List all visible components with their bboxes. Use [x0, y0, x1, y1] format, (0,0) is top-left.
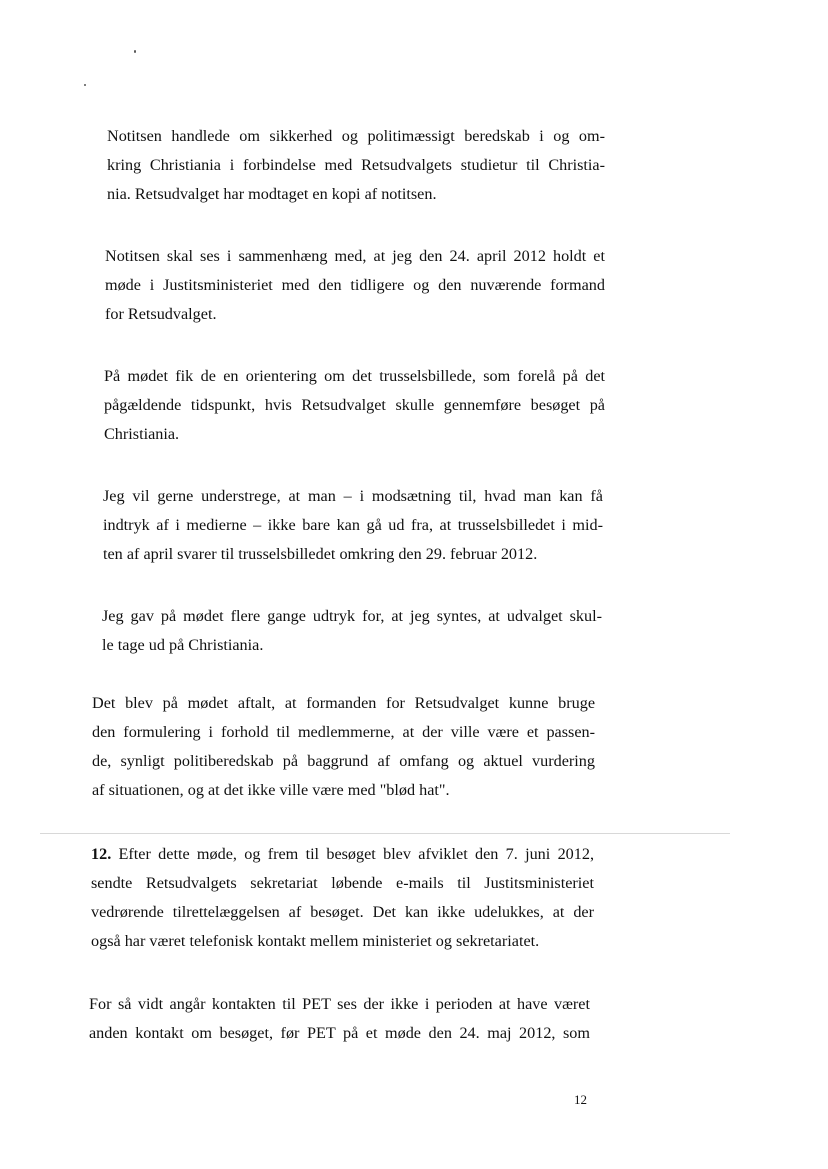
- text-line: ten af april svarer til trusselsbilledet omkring den 29. februar 2012.: [103, 545, 538, 563]
- text-line: [91, 840, 594, 869]
- scan-speck: [84, 84, 86, 86]
- text-line: Christiania.: [104, 425, 180, 443]
- paragraph: [103, 482, 603, 569]
- text-line: pågældende tidspunkt, hvis Retsudvalget skulle gennemføre besøget på: [104, 396, 605, 414]
- text-line: indtryk af i medierne – ikke bare kan gå ud fra, at trusselsbilledet i mid-: [103, 516, 603, 534]
- scan-speck: [134, 50, 136, 53]
- text-line: sendte Retsudvalgets sekretariat løbende e-mails til Justitsministeriet: [91, 874, 594, 892]
- text-line: Det blev på mødet aftalt, at formanden for Retsudvalget kunne bruge: [92, 694, 595, 712]
- text-line: Notitsen skal ses i sammenhæng med, at jeg den 24. april 2012 holdt et: [105, 247, 605, 265]
- paragraph: [102, 602, 602, 660]
- text-line: På mødet fik de en orientering om det trusselsbillede, som forelå på det: [104, 367, 605, 385]
- text-line: Jeg gav på mødet flere gange udtryk for, at jeg syntes, at udvalget skul-: [102, 607, 602, 625]
- section-number: 12.: [91, 845, 112, 863]
- paragraph: [91, 840, 594, 956]
- scan-divider-line: [40, 833, 730, 834]
- page-number: 12: [574, 1092, 587, 1107]
- text-line: anden kontakt om besøget, før PET på et møde den 24. maj 2012, som: [89, 1024, 590, 1042]
- text-line: af situationen, og at det ikke ville være med "blød hat".: [92, 781, 450, 799]
- text-line: den formulering i forhold til medlemmerne, at der ville være et passen-: [92, 723, 595, 741]
- text-line-continuation: Efter dette møde, og frem til besøget blev afviklet den 7. juni 2012,: [111, 845, 594, 863]
- text-line: også har været telefonisk kontakt mellem ministeriet og sekretariatet.: [91, 932, 540, 950]
- text-line: le tage ud på Christiania.: [102, 636, 264, 654]
- paragraph: [92, 689, 595, 805]
- paragraph: [107, 122, 605, 209]
- text-line: Jeg vil gerne understrege, at man – i modsætning til, hvad man kan få: [103, 487, 603, 505]
- paragraph: [104, 362, 605, 449]
- text-line: nia. Retsudvalget har modtaget en kopi af notitsen.: [107, 185, 437, 203]
- text-line: kring Christiania i forbindelse med Retsudvalgets studietur til Christia-: [107, 156, 605, 174]
- paragraph: [105, 242, 605, 329]
- paragraph: [89, 990, 590, 1048]
- text-line: For så vidt angår kontakten til PET ses der ikke i perioden at have været: [89, 995, 590, 1013]
- text-line: for Retsudvalget.: [105, 305, 217, 323]
- text-line: vedrørende tilrettelæggelsen af besøget. Det kan ikke udelukkes, at der: [91, 903, 594, 921]
- text-line: de, synligt politiberedskab på baggrund af omfang og aktuel vurdering: [92, 752, 595, 770]
- text-line: møde i Justitsministeriet med den tidligere og den nuværende formand: [105, 276, 605, 294]
- text-line: Notitsen handlede om sikkerhed og politimæssigt beredskab i og om-: [107, 127, 605, 145]
